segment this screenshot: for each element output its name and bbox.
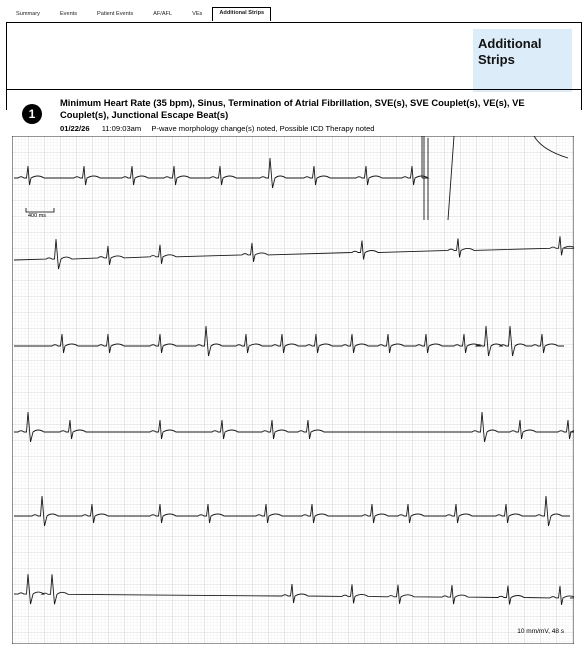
strip-notes: P-wave morphology change(s) noted, Possible ICD Therapy noted (151, 124, 375, 133)
tab-ves[interactable]: VEs (192, 11, 203, 17)
strip-time: 11:09:03am (101, 124, 142, 133)
ecg-strip-chart (12, 136, 574, 644)
tab-patient-events[interactable]: Patient Events (97, 11, 134, 17)
tab-underline (6, 22, 582, 23)
tab-bar (6, 9, 271, 21)
frame-left-border (6, 22, 7, 110)
section-title-line: Strips (478, 52, 515, 67)
strip-title: Minimum Heart Rate (35 bpm), Sinus, Termination of Atrial Fibrillation, SVE(s), SVE Couplet(s), VE(s), VE Couplet(s), Junctional Escape Beat(s) (60, 97, 525, 120)
tab-events[interactable]: Events (59, 11, 78, 17)
tab-af-afl[interactable]: AF/AFL (153, 11, 173, 17)
tab-additional-strips[interactable]: Additional Strips (212, 7, 271, 21)
strip-date: 01/22/26 (60, 124, 90, 133)
strip-number-badge: 1 (22, 104, 42, 124)
calibration-label: 400 ms (28, 213, 47, 219)
header-divider (6, 89, 582, 90)
scale-label: 10 mm/mV, 48 s (517, 628, 564, 635)
section-title (478, 36, 542, 68)
strip-meta (60, 124, 375, 133)
tab-summary[interactable]: Summary (16, 11, 40, 17)
frame-right-border (581, 22, 582, 110)
section-title-line: Additional (478, 36, 542, 51)
ecg-grid (12, 136, 574, 644)
